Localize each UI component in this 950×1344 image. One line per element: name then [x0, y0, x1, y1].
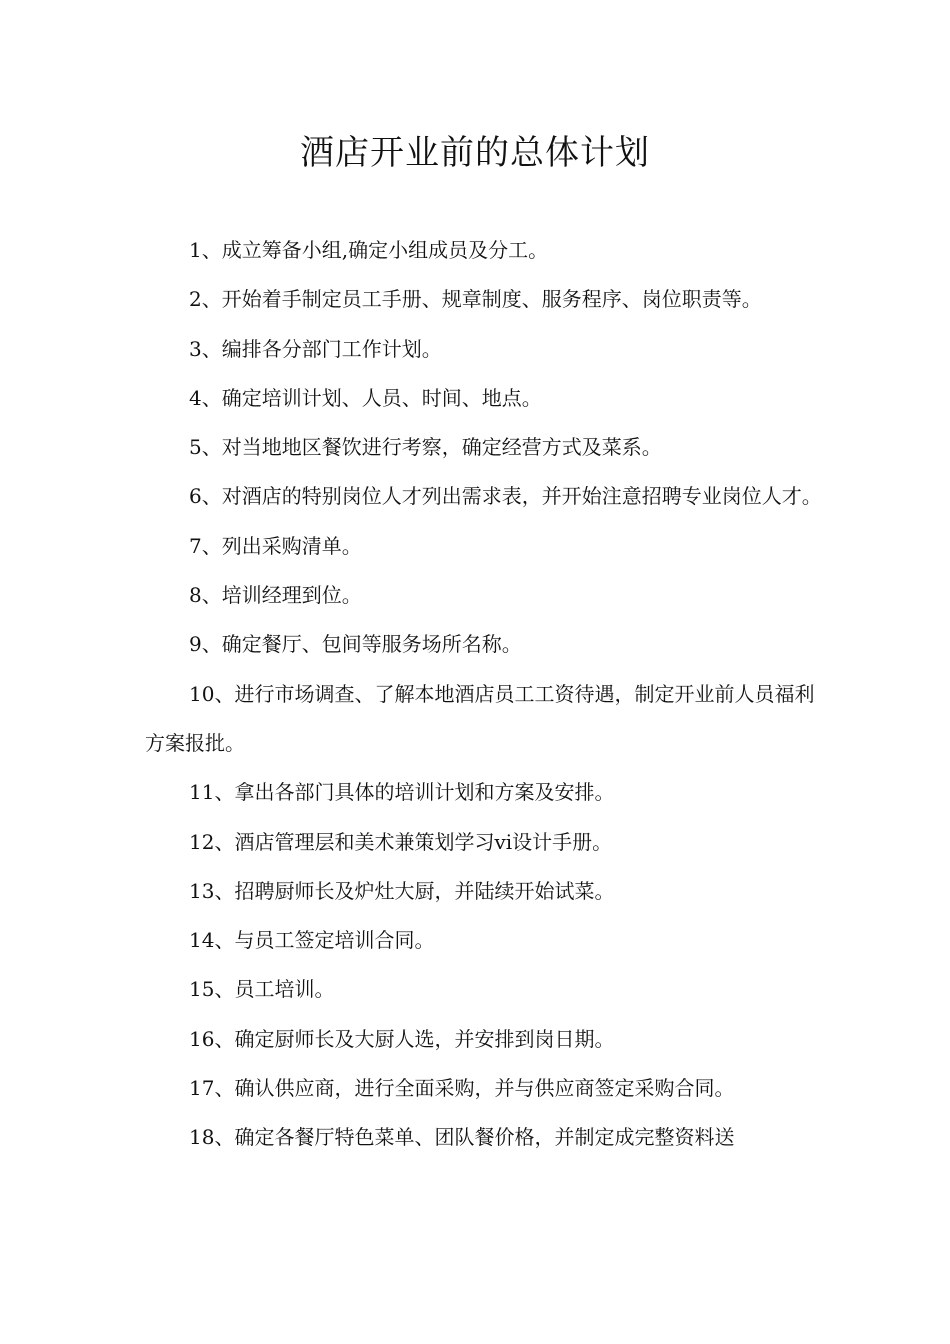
list-item: 9、确定餐厅、包间等服务场所名称。	[189, 632, 522, 657]
list-item: 3、编排各分部门工作计划。	[189, 336, 442, 361]
list-item: 17、确认供应商，进行全面采购，并与供应商签定采购合同。	[189, 1076, 735, 1101]
document-title: 酒店开业前的总体计划	[300, 133, 650, 173]
list-item: 6、对酒店的特别岗位人才列出需求表，并开始注意招聘专业岗位人才。	[189, 484, 822, 509]
list-item: 10、进行市场调查、了解本地酒店员工工资待遇，制定开业前人员福利方案报批。	[145, 681, 815, 755]
list-item: 14、与员工签定培训合同。	[189, 928, 435, 953]
list-item: 13、招聘厨师长及炉灶大厨，并陆续开始试菜。	[189, 878, 615, 903]
list-item: 16、确定厨师长及大厨人选，并安排到岗日期。	[189, 1026, 615, 1051]
list-item: 12、酒店管理层和美术兼策划学习vi设计手册。	[189, 829, 613, 854]
plan-list	[145, 226, 825, 1163]
list-item: 7、列出采购清单。	[189, 533, 362, 558]
list-item: 2、开始着手制定员工手册、规章制度、服务程序、岗位职责等。	[189, 287, 762, 312]
list-item: 4、确定培训计划、人员、时间、地点。	[189, 385, 542, 410]
list-item: 5、对当地地区餐饮进行考察，确定经营方式及菜系。	[189, 435, 662, 460]
list-item: 8、培训经理到位。	[189, 583, 362, 608]
list-item: 11、拿出各部门具体的培训计划和方案及安排。	[189, 780, 615, 805]
list-item: 15、员工培训。	[189, 977, 335, 1002]
list-item: 1、成立筹备小组,确定小组成员及分工。	[189, 238, 549, 262]
list-item: 18、确定各餐厅特色菜单、团队餐价格，并制定成完整资料送	[189, 1125, 735, 1150]
